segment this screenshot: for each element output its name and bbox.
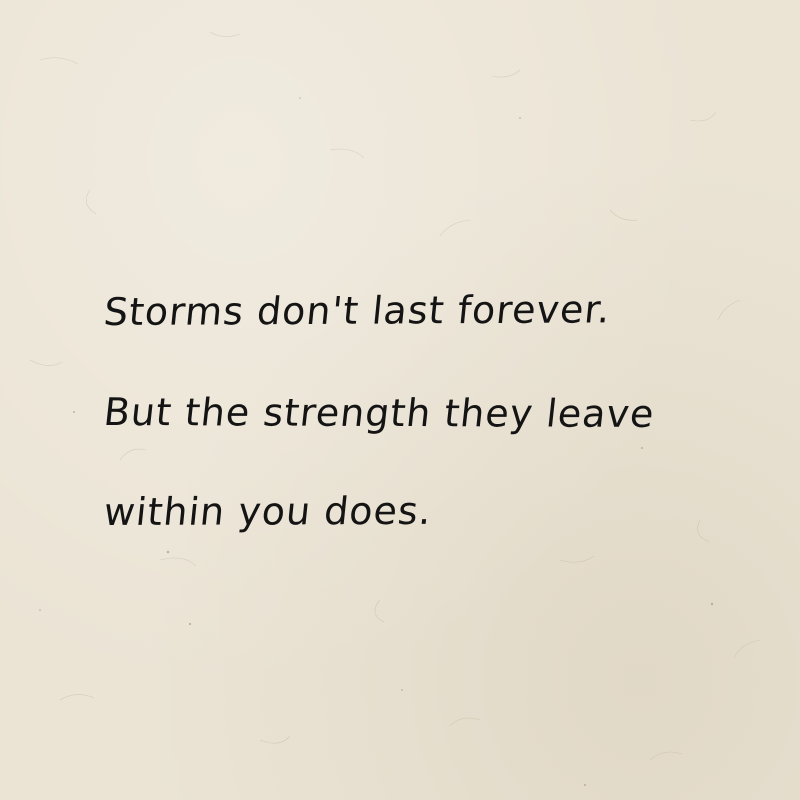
quote-line-3: within you does. — [101, 488, 435, 534]
handwritten-quote — [101, 262, 764, 562]
quote-line-1: Storms don't last forever. — [101, 287, 613, 334]
quote-line-2: But the strength they leave — [101, 390, 657, 436]
